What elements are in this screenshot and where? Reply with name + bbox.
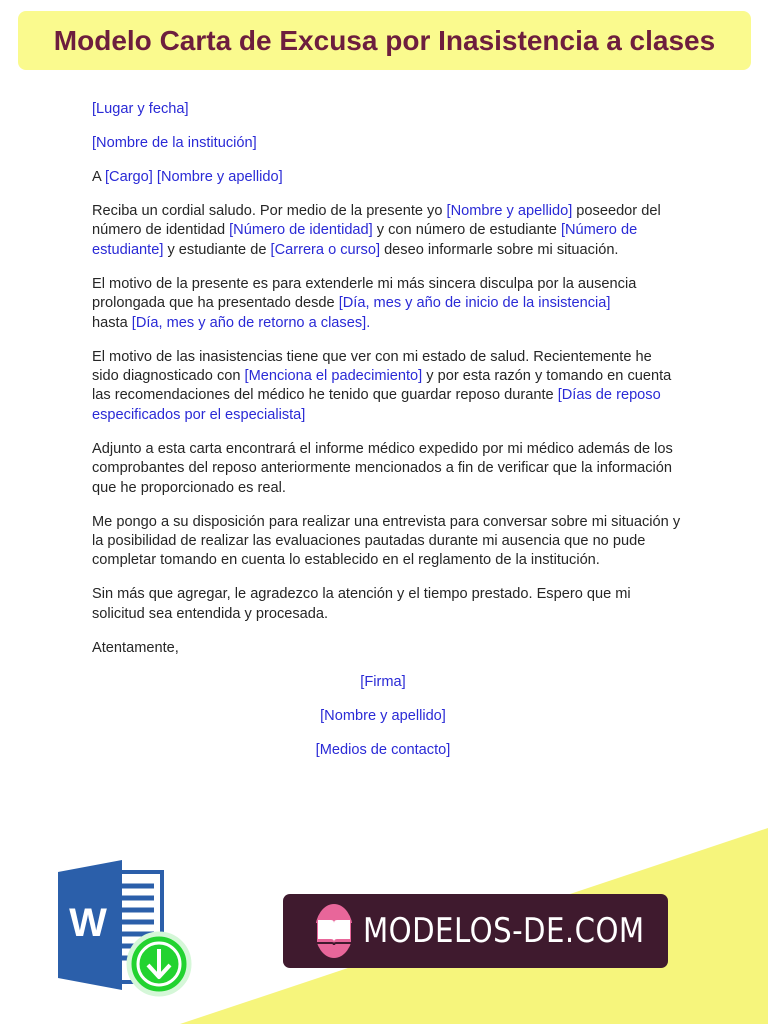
paragraph-thanks: Sin más que agregar, le agradezco la atención y el tiempo prestado. Espero que mi solicitud sea entendida y procesada. <box>92 586 631 622</box>
place-date: [Lugar y fecha] <box>92 101 189 117</box>
brand-name: MODELOS-DE.COM <box>363 911 645 951</box>
svg-text:W: W <box>69 901 107 945</box>
paragraph-attachment: Adjunto a esta carta encontrará el informe médico expedido por mi médico además de los comprobantes del reposo anteriormente mencionados a fin de verificar que la información que he proporcionado es real. <box>92 440 673 496</box>
letter-body <box>92 100 682 775</box>
signature-placeholder: [Firma] <box>360 673 406 690</box>
brand-banner[interactable] <box>283 894 668 968</box>
title-banner <box>18 11 751 70</box>
signer-name-placeholder: [Nombre y apellido] <box>320 707 446 724</box>
closing: Atentamente, <box>92 639 179 656</box>
paragraph-health: El motivo de las inasistencias tiene que ver con mi estado de salud. Recientemente he sido diagnosticado con [Menciona el padecimiento] y por esta razón y tomando en cuenta las recomendaciones del médico he tenido que guardar reposo durante [Días de reposo especificados por el especialista] <box>92 348 672 423</box>
institution-name: [Nombre de la institución] <box>92 135 257 151</box>
paragraph-greeting: Reciba un cordial saludo. Por medio de la presente yo [Nombre y apellido] poseedor del número de identidad [Número de identidad] y con número de estudiante [Número de estudiante] y estudiante de [Carrera o curso] deseo informarle sobre mi situación. <box>92 203 661 258</box>
contact-placeholder: [Medios de contacto] <box>315 741 451 758</box>
paragraph-availability: Me pongo a su disposición para realizar una entrevista para conversar sobre mi situación y la posibilidad de realizar las evaluaciones pautadas durante mi ausencia que no pude completar tomando en cuenta lo establecido en el reglamento de la institución. <box>92 513 681 569</box>
paragraph-reason: El motivo de la presente es para extenderle mi más sincera disculpa por la ausencia prolongada que ha presentado desde [Día, mes y año de inicio de la insistencia] hasta [Día, mes y año de retorno a clases]. <box>92 275 637 331</box>
open-book-icon <box>315 904 353 958</box>
word-document-icon[interactable] <box>58 858 198 1003</box>
page-title: Modelo Carta de Excusa por Inasistencia a clases <box>53 24 716 56</box>
download-arrow-icon <box>129 934 189 994</box>
recipient-line: A [Cargo] [Nombre y apellido] <box>92 169 283 185</box>
